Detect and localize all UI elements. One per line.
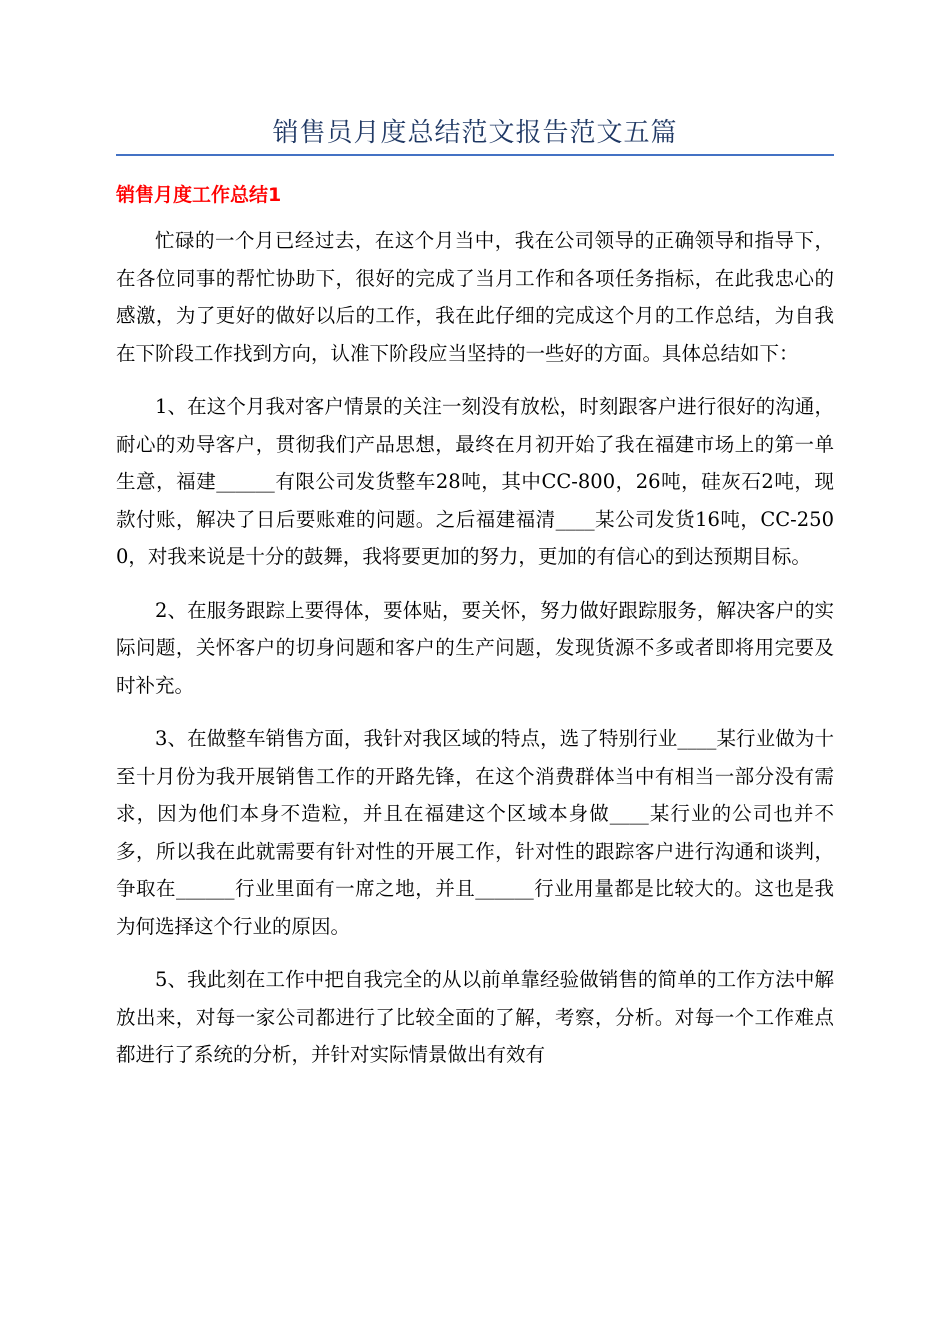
- paragraph-item-1: 1、在这个月我对客户情景的关注一刻没有放松，时刻跟客户进行很好的沟通，耐心的劝导客户，贯彻我们产品思想，最终在月初开始了我在福建市场上的第一单生意，福建______有限公司发货整车28吨，其中CC-800，26吨，硅灰石2吨，现款付账，解决了日后要账难的问题。之后福建福清____某公司发货16吨，CC-2500，对我来说是十分的鼓舞，我将要更加的努力，更加的有信心的到达预期目标。: [116, 395, 834, 568]
- body-text: [116, 222, 834, 1090]
- paragraph-intro: 忙碌的一个月已经过去，在这个月当中，我在公司领导的正确领导和指导下，在各位同事的帮忙协助下，很好的完成了当月工作和各项任务指标，在此我忠心的感激，为了更好的做好以后的工作，我在此仔细的完成这个月的工作总结，为自我在下阶段工作找到方向，认准下阶段应当坚持的一些好的方面。具体总结如下：: [116, 229, 834, 365]
- paragraph-item-3: 3、在做整车销售方面，我针对我区域的特点，选了特别行业____某行业做为十至十月份为我开展销售工作的开路先锋，在这个消费群体当中有相当一部分没有需求，因为他们本身不造粒，并且在福建这个区域本身做____某行业的公司也并不多，所以我在此就需要有针对性的开展工作，针对性的跟踪客户进行沟通和谈判，争取在______行业里面有一席之地，并且______行业用量都是比较大的。这也是我为何选择这个行业的原因。: [116, 727, 834, 938]
- document-title: 销售员月度总结范文报告范文五篇: [272, 118, 678, 148]
- title-underline: [116, 154, 834, 156]
- section-heading: 销售月度工作总结1: [116, 184, 282, 206]
- paragraph-item-2: 2、在服务跟踪上要得体，要体贴，要关怀，努力做好跟踪服务，解决客户的实际问题，关怀客户的切身问题和客户的生产问题，发现货源不多或者即将用完要及时补充。: [116, 598, 834, 697]
- paragraph-item-5: 5、我此刻在工作中把自我完全的从以前单靠经验做销售的简单的工作方法中解放出来，对每一家公司都进行了比较全面的了解，考察，分析。对每一个工作难点都进行了系统的分析，并针对实际情景做出有效有: [116, 968, 834, 1066]
